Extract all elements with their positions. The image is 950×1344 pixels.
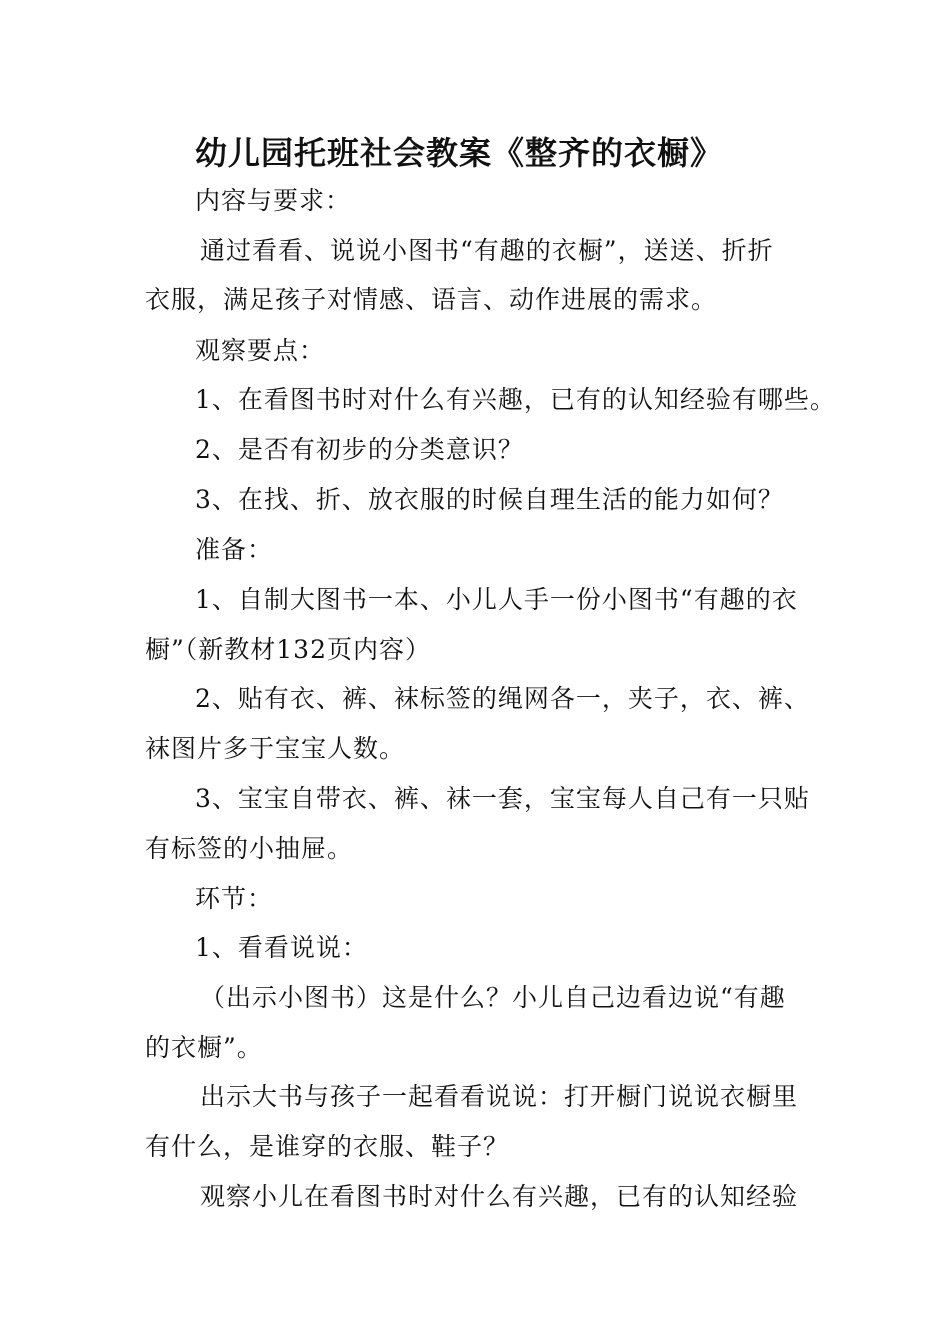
paragraph-line: 的衣橱”。 [145,1033,263,1062]
paragraph-line: 通过看看、说说小图书“有趣的衣橱”，送送、折折 [200,236,774,265]
paragraph-line: 有标签的小抽屉。 [145,834,354,863]
paragraph-line: 袜图片多于宝宝人数。 [145,734,406,763]
paragraph-line: 观察要点： [195,336,326,365]
paragraph-line: 有什么，是谁穿的衣服、鞋子？ [145,1132,510,1161]
paragraph-line: 1、在看图书时对什么有兴趣，已有的认知经验有哪些。 [195,385,836,414]
paragraph-line: 衣服，满足孩子对情感、语言、动作进展的需求。 [145,285,718,314]
paragraph-line: 环节： [195,884,274,913]
paragraph-line: 1、看看说说： [195,933,368,962]
paragraph-line: 1、自制大图书一本、小儿人手一份小图书“有趣的衣 [195,585,798,614]
paragraph-line: 2、是否有初步的分类意识？ [195,435,524,464]
paragraph-line: 3、在找、折、放衣服的时候自理生活的能力如何？ [195,485,784,514]
paragraph-line: 出示大书与孩子一起看看说说：打开橱门说说衣橱里 [200,1082,799,1111]
paragraph-line: 2、贴有衣、裤、袜标签的绳网各一，夹子，衣、裤、 [195,684,810,713]
paragraph-line: 观察小儿在看图书时对什么有兴趣，已有的认知经验 [200,1182,799,1211]
paragraph-line: 内容与要求： [195,186,352,215]
document-title: 幼儿园托班社会教案《整齐的衣橱》 [195,134,724,172]
paragraph-line: 橱”（新教材132页内容） [145,635,431,664]
paragraph-line: 3、宝宝自带衣、裤、袜一套，宝宝每人自己有一只贴 [195,784,810,813]
paragraph-line: （出示小图书）这是什么？小儿自己边看边说“有趣 [200,983,786,1012]
paragraph-line: 准备： [195,535,274,564]
